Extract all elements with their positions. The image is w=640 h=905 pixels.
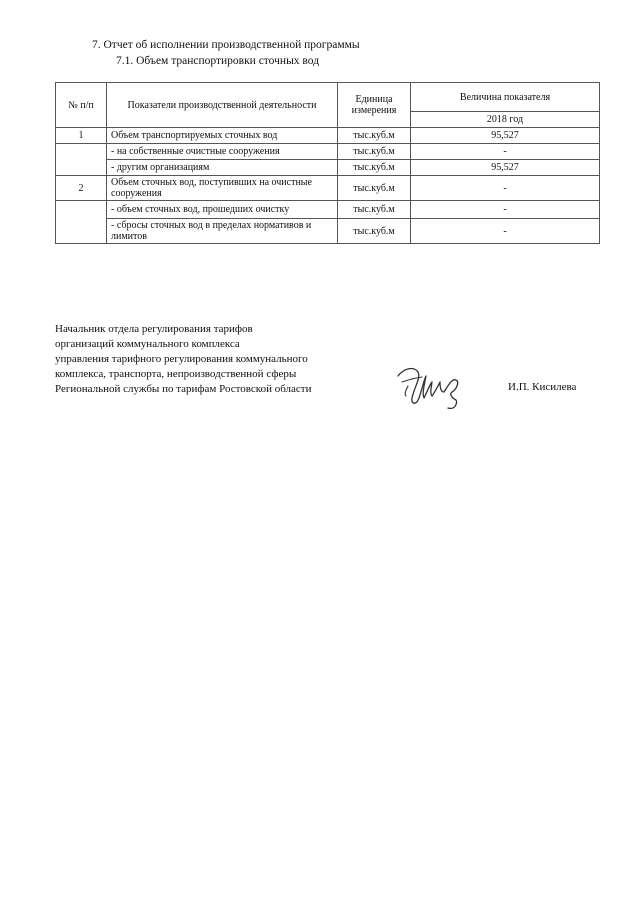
- transport-volume-table: [55, 82, 600, 244]
- row-indicator: - объем сточных вод, прошедших очистку: [107, 201, 338, 219]
- table-row: [56, 201, 600, 219]
- header-value-group: Величина показателя: [411, 83, 600, 112]
- header-unit: Единица измерения: [338, 83, 411, 128]
- position-line: Региональной службы по тарифам Ростовской области: [55, 383, 312, 395]
- section-title: 7. Отчет об исполнении производственной программы: [92, 39, 360, 51]
- row-indicator: Объем транспортируемых сточных вод: [107, 128, 338, 144]
- row-value: 95,527: [411, 160, 600, 176]
- position-line: организаций коммунального комплекса: [55, 338, 240, 350]
- row-value: -: [411, 144, 600, 160]
- subsection-title: 7.1. Объем транспортировки сточных вод: [116, 55, 320, 67]
- row-unit: тыс.куб.м: [338, 176, 411, 201]
- handwritten-signature: [394, 362, 474, 412]
- row-indicator: - на собственные очистные сооружения: [107, 144, 338, 160]
- row-num: [56, 201, 107, 244]
- table-row: [56, 128, 600, 144]
- signatory-position: [55, 322, 312, 397]
- row-unit: тыс.куб.м: [338, 160, 411, 176]
- signatory-name: И.П. Кисилева: [508, 381, 577, 393]
- table-row: [56, 176, 600, 201]
- position-line: Начальник отдела регулирования тарифов: [55, 323, 253, 335]
- row-indicator: - другим организациям: [107, 160, 338, 176]
- position-line: комплекса, транспорта, непроизводственной сферы: [55, 368, 297, 380]
- row-num: 1: [56, 128, 107, 144]
- row-unit: тыс.куб.м: [338, 144, 411, 160]
- row-value: -: [411, 219, 600, 244]
- header-indicator: Показатели производственной деятельности: [107, 83, 338, 128]
- row-unit: тыс.куб.м: [338, 219, 411, 244]
- table-row: [56, 160, 600, 176]
- row-unit: тыс.куб.м: [338, 128, 411, 144]
- row-value: -: [411, 176, 600, 201]
- header-year: 2018 год: [411, 112, 600, 128]
- row-num: [56, 144, 107, 176]
- row-indicator: Объем сточных вод, поступивших на очистные сооружения: [107, 176, 338, 201]
- table-row: [56, 144, 600, 160]
- position-line: управления тарифного регулирования коммунального: [55, 353, 308, 365]
- header-num: № п/п: [56, 83, 107, 128]
- row-num: 2: [56, 176, 107, 201]
- table-row: [56, 219, 600, 244]
- row-value: -: [411, 201, 600, 219]
- row-unit: тыс.куб.м: [338, 201, 411, 219]
- row-value: 95,527: [411, 128, 600, 144]
- row-indicator: - сбросы сточных вод в пределах нормативов и лимитов: [107, 219, 338, 244]
